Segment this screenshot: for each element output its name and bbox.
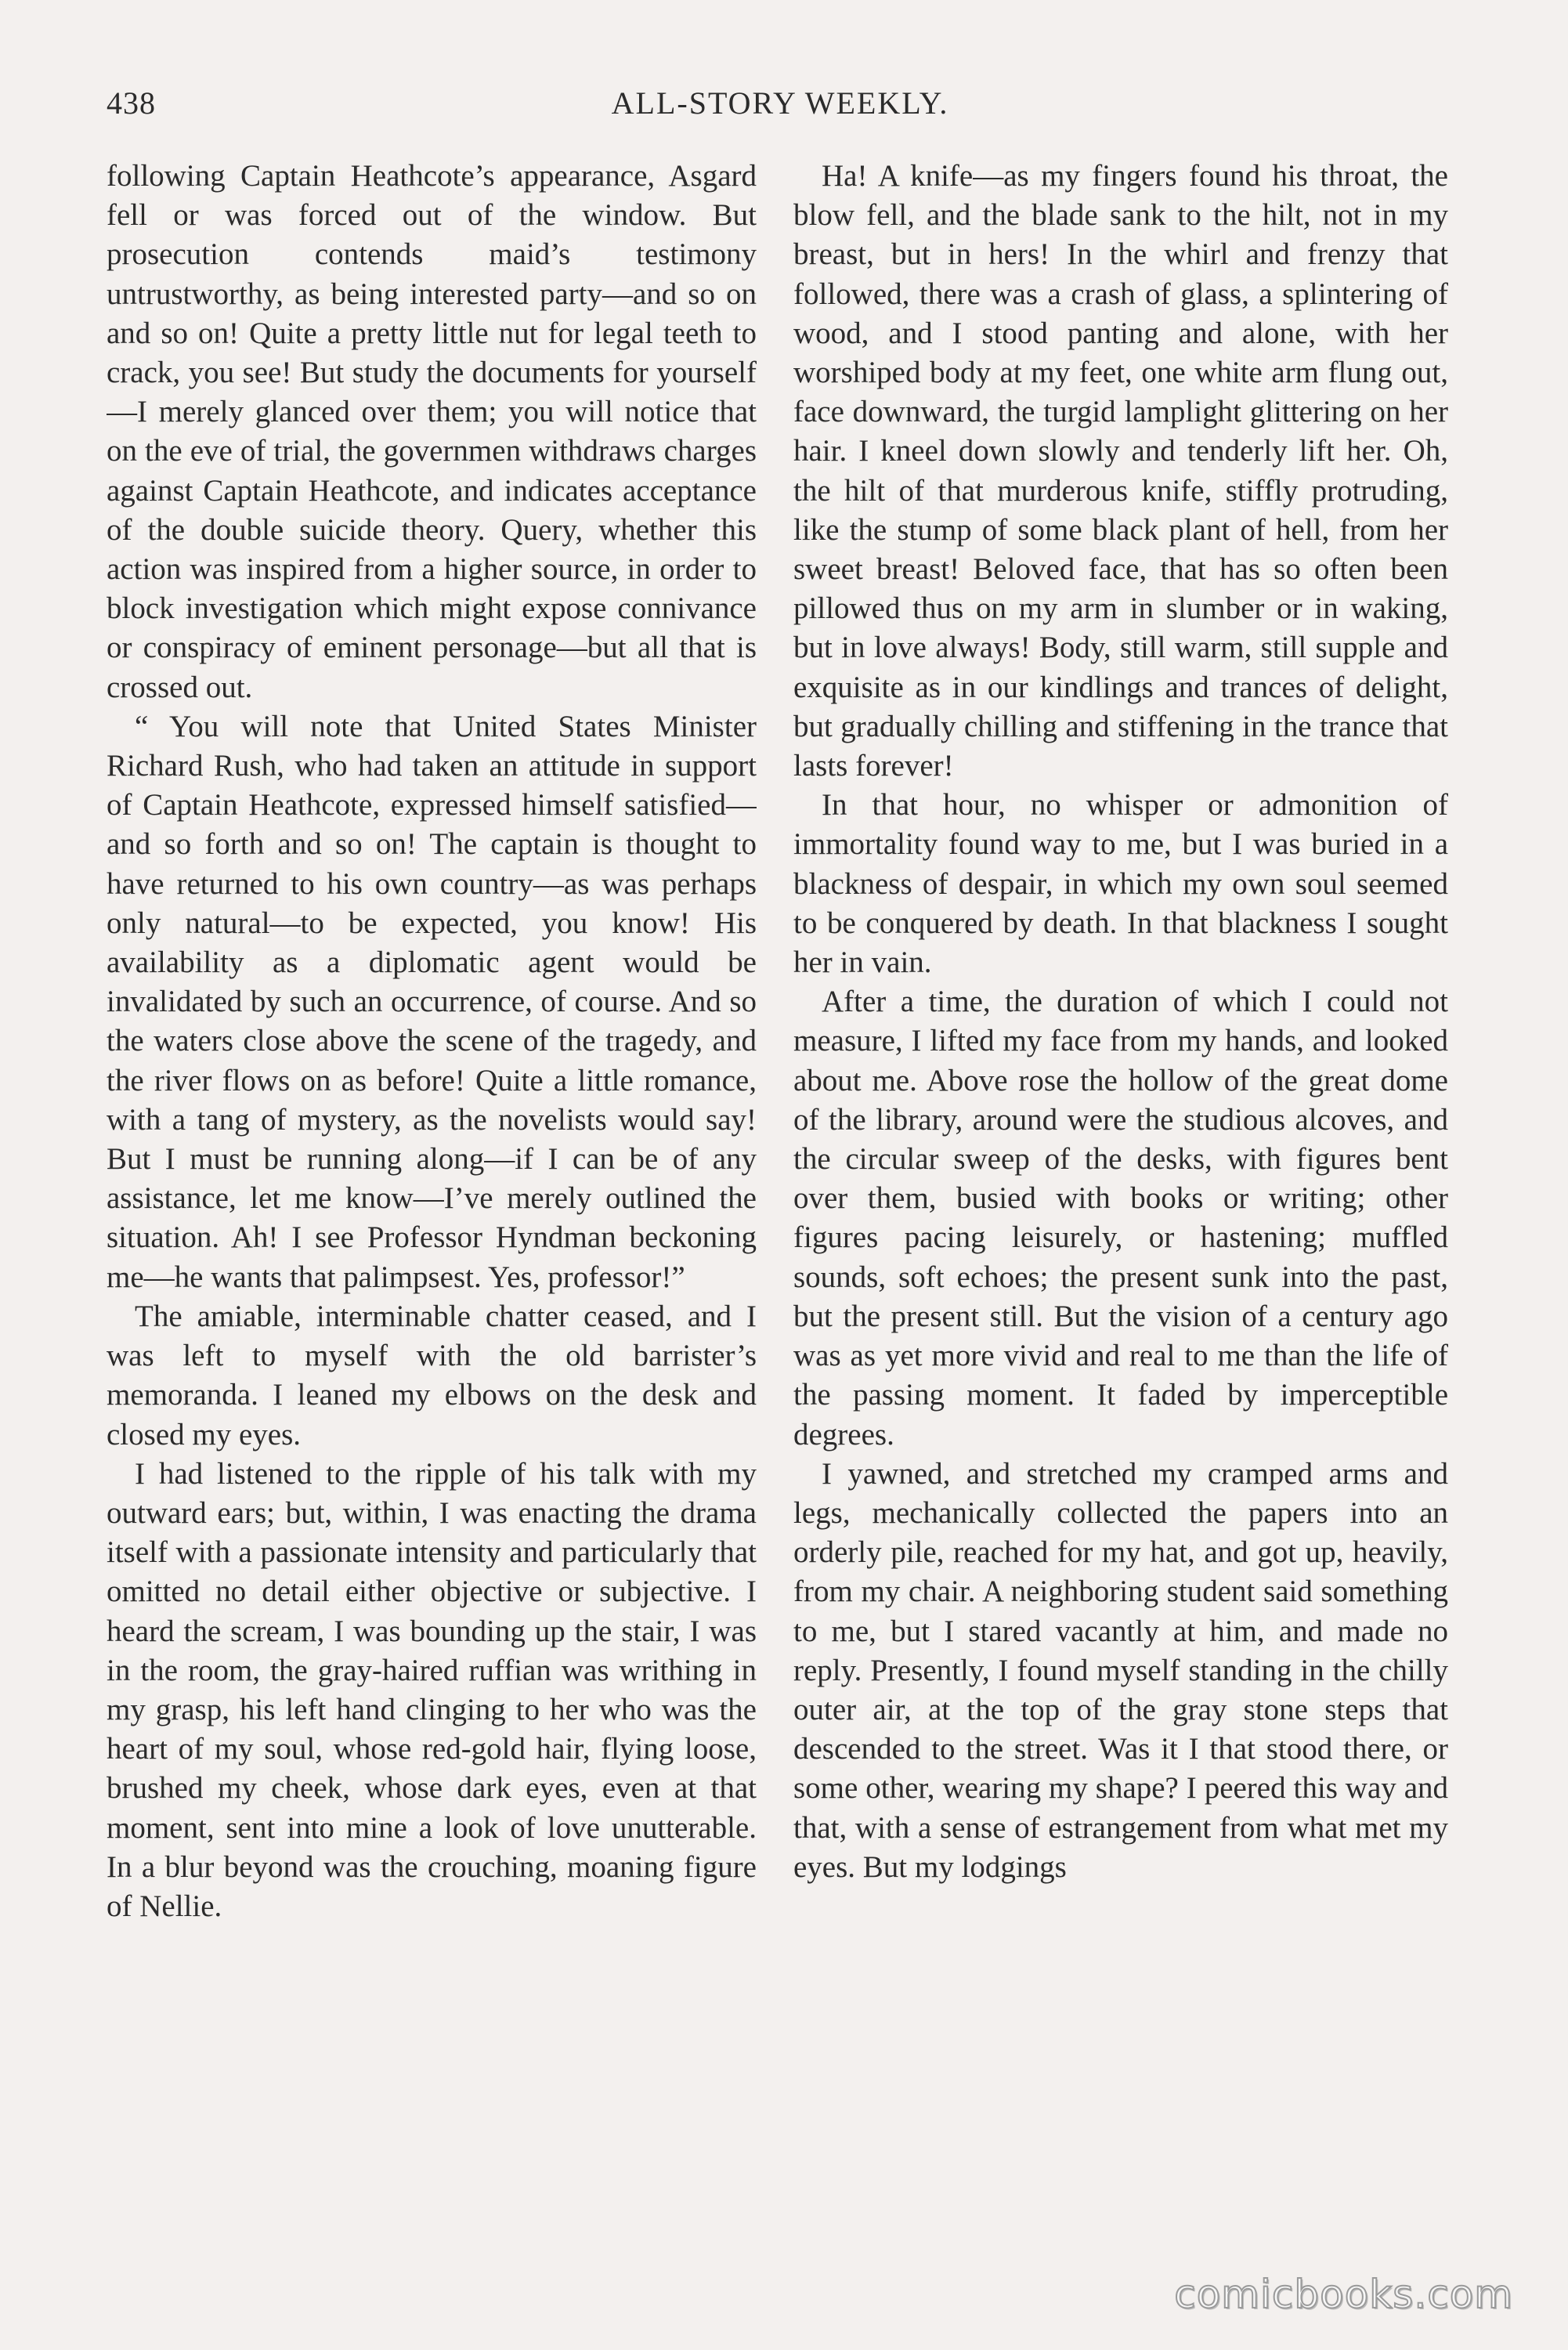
paragraph: following Captain Heathcote’s appearance, Asgard fell or was forced out of the window. But prosecution contends maid’s testimony untrustworthy, as being interested party—and so on and so on! Quite a pretty little nut for legal teeth to crack, you see! But study the documents for yourself—I merely glanced over them; you will notice that on the eve of trial, the governmen withdraws charges against Captain Heathcote, and indicates acceptance of the double suicide theory. Query, whether this action was inspired from a higher source, in order to block investigation which might expose connivance or conspiracy of eminent personage—but all that is crossed out. [107, 159, 757, 704]
paragraph: “ You will note that United States Minister Richard Rush, who had taken an attitude in support of Captain Heathcote, expressed himself satisfied—and so forth and so on! The captain is thought to have returned to his own country—as was perhaps only natural—to be expected, you know! His availability as a diplomatic agent would be invalidated by such an occurrence, of course. And so the waters close above the scene of the tragedy, and the river flows on as before! Quite a little romance, with a tang of mystery, as the novelists would say! But I must be running along—if I can be of any assistance, let me know—I’ve merely outlined the situation. Ah! I see Professor Hyndman beckoning me—he wants that palimpsest. Yes, professor!” [107, 709, 757, 1294]
paragraph: In that hour, no whisper or admonition of immortality found way to me, but I was buried in a blackness of despair, in which my own soul seemed to be conquered by death. In that blackness I sought her in vain. [793, 788, 1448, 980]
left-column [107, 157, 757, 2256]
paragraph: Ha! A knife—as my fingers found his throat, the blow fell, and the blade sank to the hilt, not in my breast, but in hers! In the whirl and frenzy that followed, there was a crash of glass, a splintering of wood, and I stood panting and alone, with her worshiped body at my feet, one white arm flung out, face downward, the turgid lamplight glittering on her hair. I kneel down slowly and tenderly lift her. Oh, the hilt of that murderous knife, stiffly protruding, like the stump of some black plant of hell, from her sweet breast! Beloved face, that has so often been pillowed thus on my arm in slumber or in waking, but in love always! Body, still warm, still supple and exquisite as in our kindlings and trances of delight, but gradually chilling and stiffening in the trance that lasts forever! [793, 159, 1448, 783]
running-title: ALL-STORY WEEKLY. [611, 85, 949, 121]
page-number: 438 [107, 85, 156, 121]
watermark: comicbooks.com [1174, 2272, 1513, 2317]
paragraph: I yawned, and stretched my cramped arms and legs, mechanically collected the papers into an orderly pile, reached for my hat, and got up, heavily, from my chair. A neighboring student said something to me, but I stared vacantly at him, and made no reply. Presently, I found myself standing in the chilly outer air, at the top of the gray stone steps that descended to the street. Was it I that stood there, or some other, wearing my shape? I peered this way and that, with a sense of estrangement from what met my eyes. But my lodgings [793, 1456, 1448, 1884]
paragraph: I had listened to the ripple of his talk with my outward ears; but, within, I was enacting the drama itself with a passionate intensity and particularly that omitted no detail either objective or subjective. I heard the scream, I was bounding up the stair, I was in the room, the gray-haired ruffian was writhing in my grasp, his left hand clinging to her who was the heart of my soul, whose red-gold hair, flying loose, brushed my cheek, whose dark eyes, even at that moment, sent into mine a look of love unutterable. In a blur beyond was the crouching, moaning figure of Nellie. [107, 1456, 757, 1923]
right-column [793, 157, 1448, 2256]
paragraph: The amiable, interminable chatter ceased, and I was left to myself with the old barrister’s memoranda. I leaned my elbows on the desk and closed my eyes. [107, 1299, 757, 1452]
page-header [107, 85, 1454, 132]
paragraph: After a time, the duration of which I could not measure, I lifted my face from my hands, and looked about me. Above rose the hollow of the great dome of the library, around were the studious alcoves, and the circular sweep of the desks, with figures bent over them, busied with books or writing; other figures pacing leisurely, or hastening; muffled sounds, soft echoes; the present sunk into the past, but the present still. But the vision of a century ago was as yet more vivid and real to me than the life of the passing moment. It faded by imperceptible degrees. [793, 985, 1448, 1452]
